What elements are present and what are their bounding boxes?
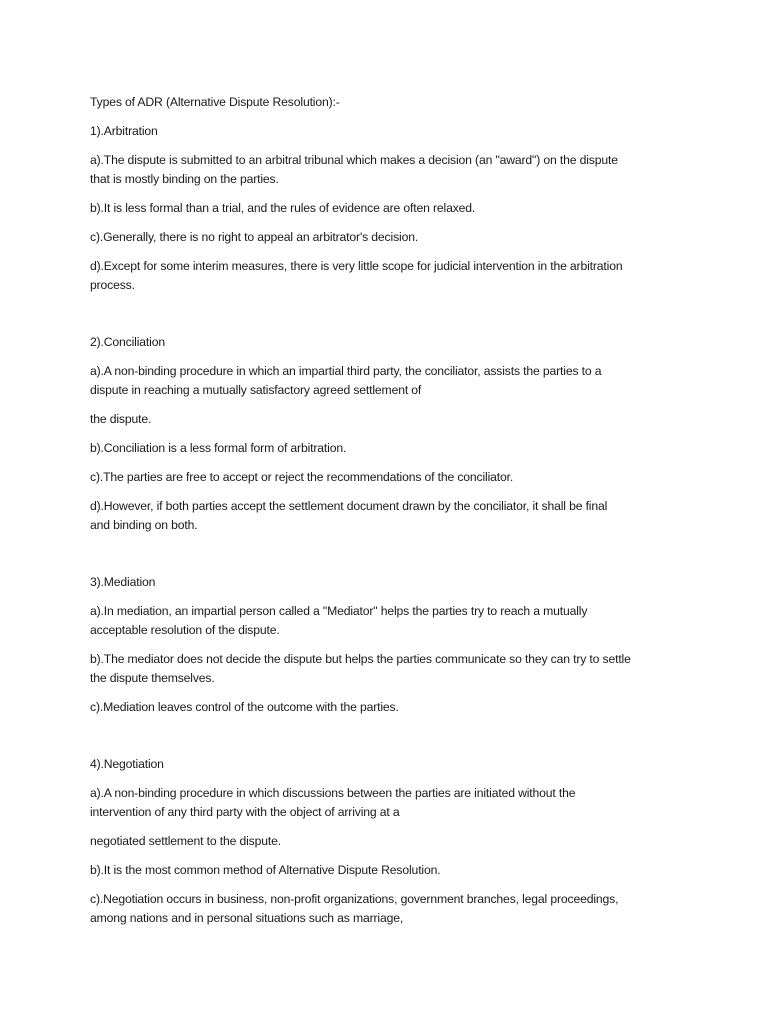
paragraph: b).It is the most common method of Alternative Dispute Resolution. <box>90 863 441 877</box>
paragraph: a).A non-binding procedure in which an impartial third party, the conciliator, assists the parties to a dispute in reaching a mutually satisfactory agreed settlement of <box>90 364 602 397</box>
paragraph: c).Negotiation occurs in business, non-profit organizations, government branches, legal proceedings, among nations and in personal situations such as marriage, <box>90 892 619 925</box>
section-heading-negotiation: 4).Negotiation <box>90 757 164 771</box>
paragraph: negotiated settlement to the dispute. <box>90 834 281 848</box>
paragraph: c).The parties are free to accept or reject the recommendations of the conciliator. <box>90 470 514 484</box>
section-heading-conciliation: 2).Conciliation <box>90 335 165 349</box>
paragraph: c).Generally, there is no right to appeal an arbitrator's decision. <box>90 230 419 244</box>
paragraph: c).Mediation leaves control of the outcome with the parties. <box>90 700 399 714</box>
paragraph: d).Except for some interim measures, there is very little scope for judicial intervention in the arbitration process. <box>90 259 623 292</box>
paragraph: b).Conciliation is a less formal form of arbitration. <box>90 441 347 455</box>
paragraph: a).The dispute is submitted to an arbitral tribunal which makes a decision (an "award") on the dispute that is mostly binding on the parties. <box>90 153 618 186</box>
paragraph: a).In mediation, an impartial person called a "Mediator" helps the parties try to reach a mutually acceptable resolution of the dispute. <box>90 604 588 637</box>
document-body <box>90 93 680 938</box>
section-heading-arbitration: 1).Arbitration <box>90 124 158 138</box>
paragraph: a).A non-binding procedure in which discussions between the parties are initiated without the intervention of any third party with the object of arriving at a <box>90 786 576 819</box>
paragraph: b).It is less formal than a trial, and the rules of evidence are often relaxed. <box>90 201 476 215</box>
paragraph: b).The mediator does not decide the dispute but helps the parties communicate so they can try to settle the dispute themselves. <box>90 652 631 685</box>
section-heading-mediation: 3).Mediation <box>90 575 156 589</box>
paragraph: d).However, if both parties accept the settlement document drawn by the conciliator, it shall be final and binding on both. <box>90 499 608 532</box>
document-title: Types of ADR (Alternative Dispute Resolution):- <box>90 95 340 109</box>
paragraph: the dispute. <box>90 412 152 426</box>
